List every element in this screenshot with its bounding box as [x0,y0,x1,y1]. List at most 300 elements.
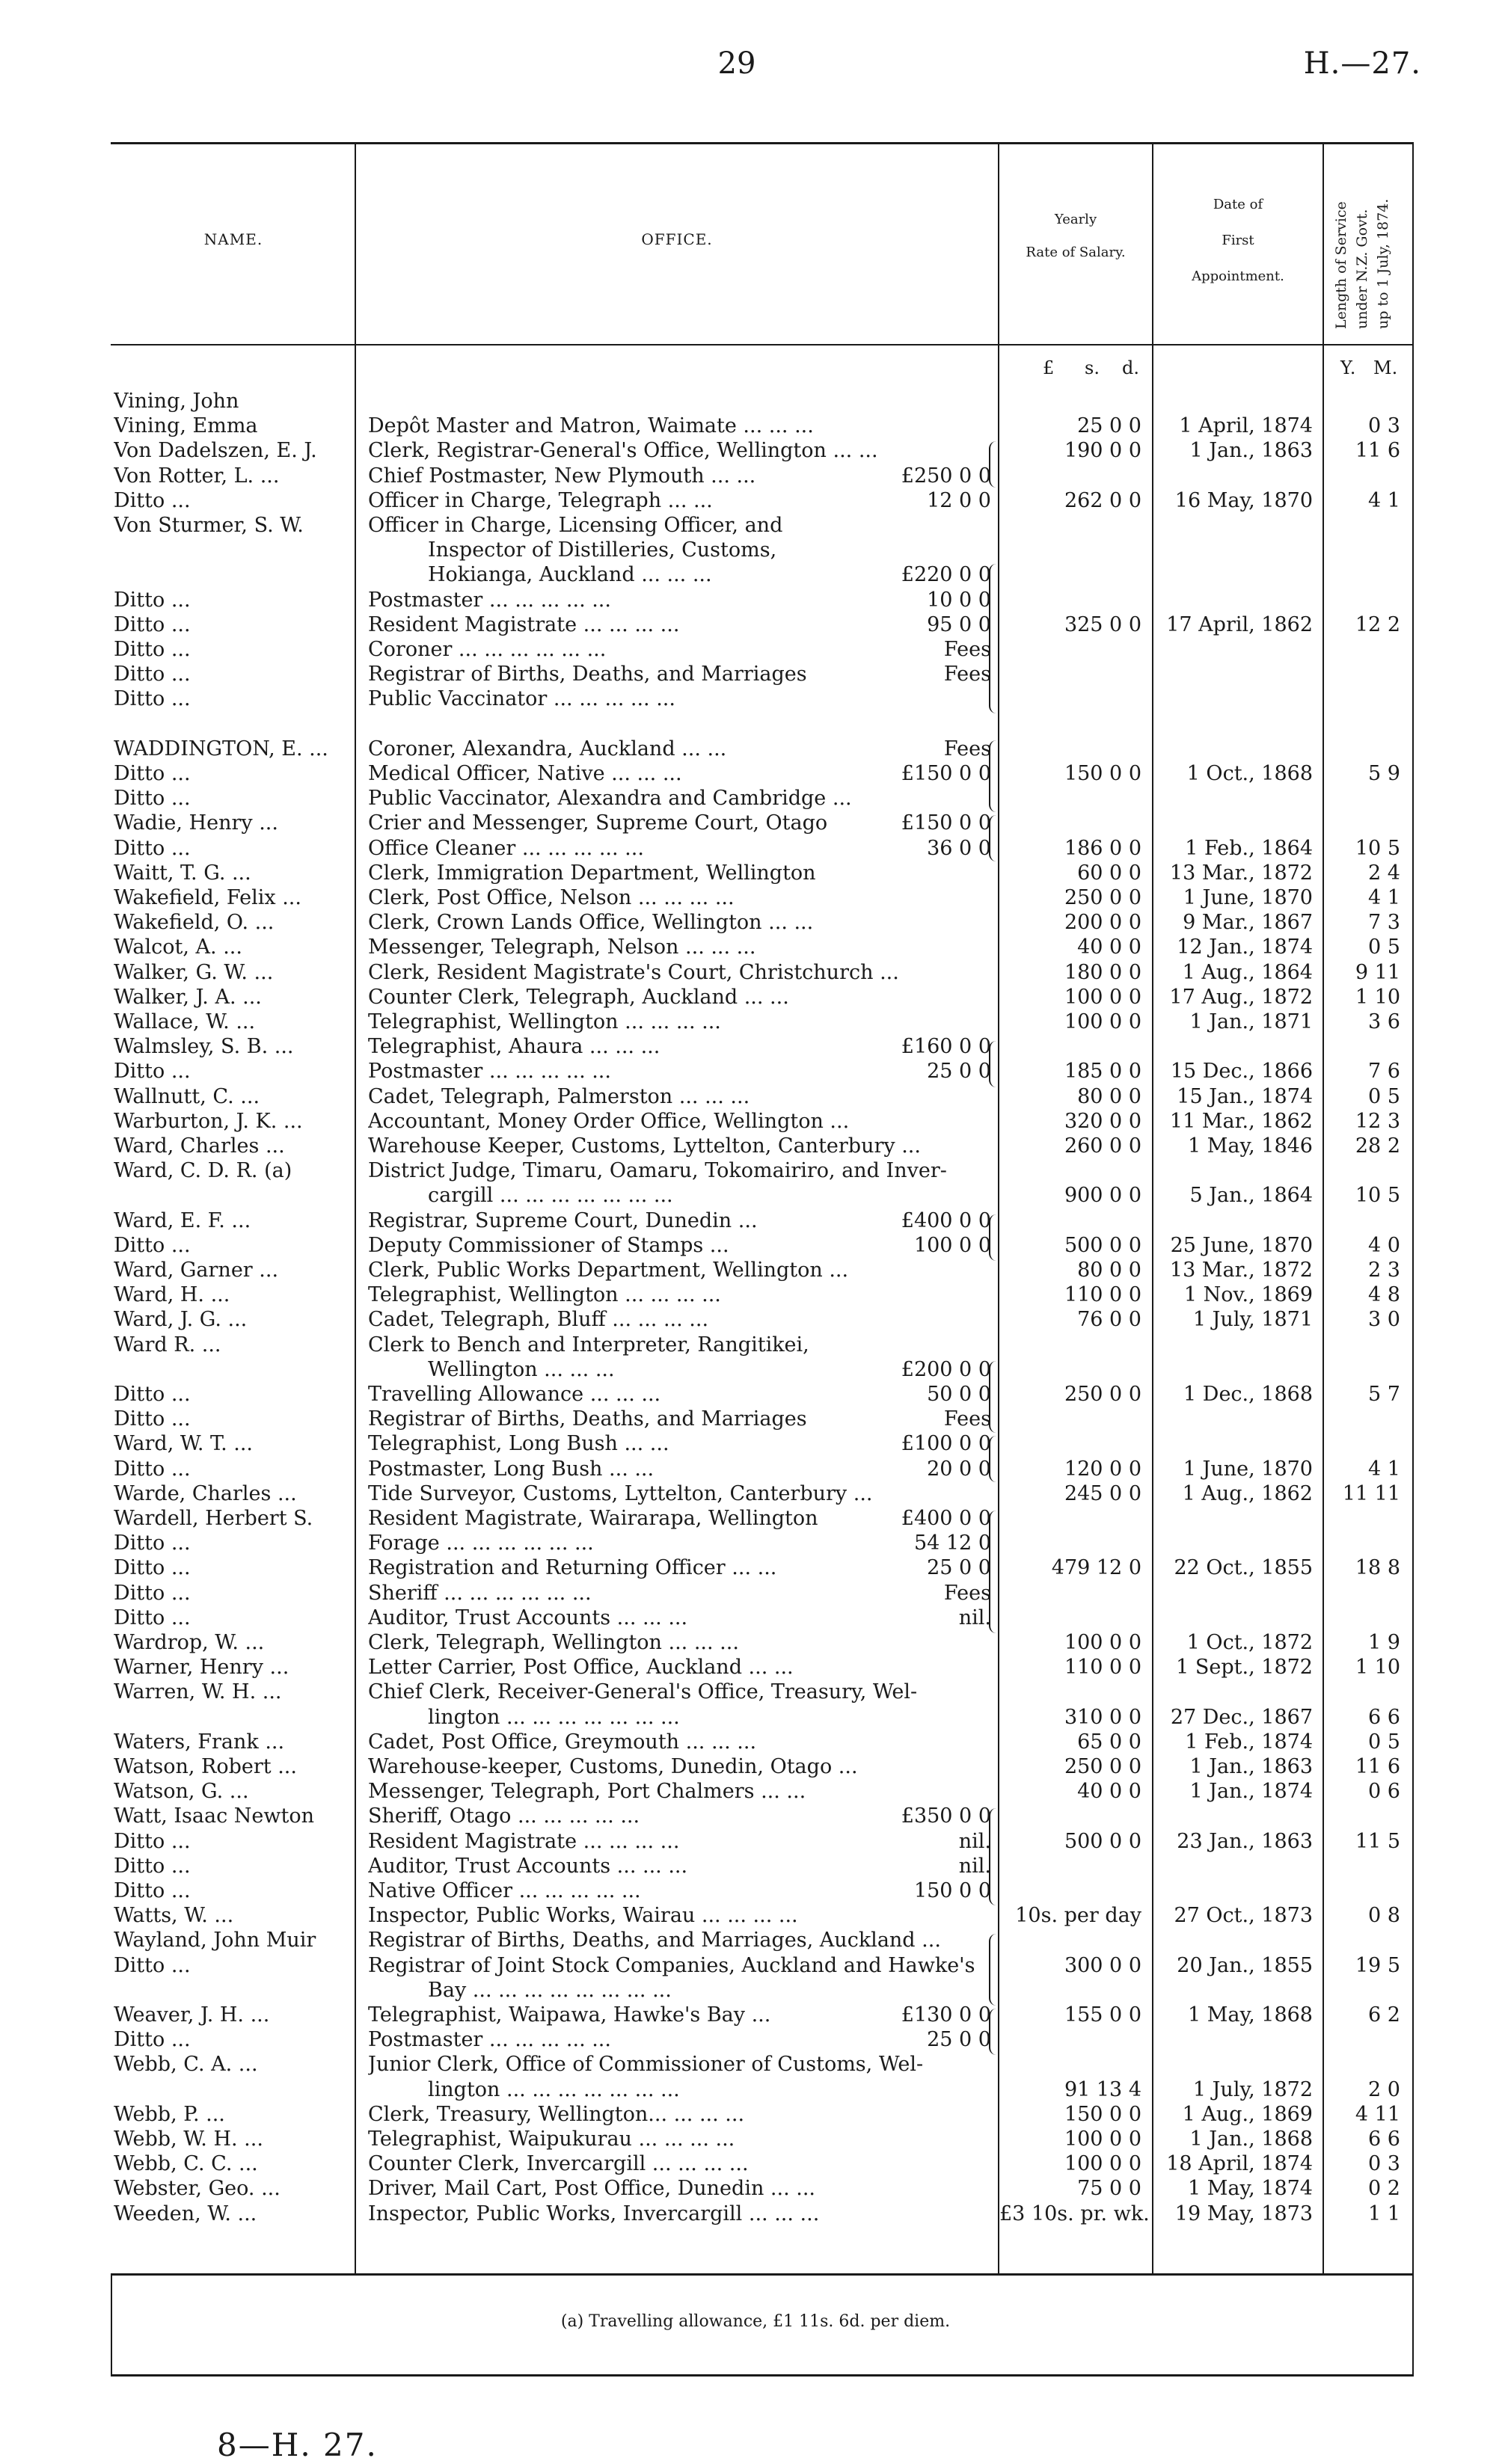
brace-group [989,1436,1001,1482]
salary-cell: 500 0 0 [1064,1830,1141,1853]
service-length-cell: 0 6 [1368,1780,1400,1803]
appointment-date-cell: 12 Jan., 1874 [1177,935,1313,959]
salary-cell: 500 0 0 [1064,1234,1141,1257]
component-amount-cell: £150 0 0 [901,811,991,835]
table-row [0,2052,1511,2077]
appointment-date-cell: 1 June, 1870 [1183,886,1313,909]
name-cell: Wardell, Herbert S. [114,1507,313,1530]
name-cell: Ditto ... [114,1407,191,1431]
name-cell: Wakefield, Felix ... [114,886,301,909]
table-row [0,686,1511,711]
appointment-date-cell: 5 Jan., 1864 [1189,1184,1313,1207]
service-length-cell: 4 1 [1368,489,1400,512]
name-cell: Ditto ... [114,1060,191,1083]
component-amount-cell: £160 0 0 [901,1035,991,1058]
table-row [0,1804,1511,1828]
office-cell: District Judge, Timaru, Oamaru, Tokomairiro, and Inver- [368,1159,947,1182]
salary-cell: 250 0 0 [1064,1383,1141,1406]
table-row [0,2027,1511,2052]
appointment-date-cell: 16 May, 1870 [1174,489,1313,512]
name-cell: Walcot, A. ... [114,935,242,959]
table-row [0,438,1511,463]
table-row [0,1431,1511,1456]
component-amount-cell: 25 0 0 [927,1060,991,1083]
name-cell: Ditto ... [114,1606,191,1629]
service-length-cell: 3 0 [1368,1308,1400,1331]
brace-group [989,441,1001,488]
office-cell: Tide Surveyor, Customs, Lyttelton, Canterbury ... [368,1482,873,1505]
salary-cell: 100 0 0 [1064,1631,1141,1654]
column-header-name: NAME. [203,230,263,248]
service-length-cell: 4 0 [1368,1234,1400,1257]
component-amount-cell: Fees [943,663,991,686]
service-length-cell: 0 5 [1368,1085,1400,1108]
office-cell: Clerk, Resident Magistrate's Court, Christchurch ... [368,961,899,984]
office-cell: Postmaster ... ... ... ... ... [368,589,611,612]
service-length-cell: 6 6 [1368,1706,1400,1729]
appointment-date-cell: 1 April, 1874 [1179,414,1313,437]
office-cell: Warehouse-keeper, Customs, Dunedin, Otago ... [368,1755,858,1778]
service-length-cell: 12 2 [1355,613,1400,636]
name-cell: WADDINGTON, E. ... [114,737,328,761]
table-row [0,985,1511,1010]
component-amount-cell: 20 0 0 [927,1457,991,1481]
service-length-cell: 10 5 [1355,837,1400,860]
table-row [0,1531,1511,1555]
office-cell: Crier and Messenger, Supreme Court, Otago [368,811,828,835]
component-amount-cell: nil. [958,1830,991,1853]
table-row [0,1779,1511,1804]
office-cell: Cadet, Telegraph, Bluff ... ... ... ... [368,1308,709,1331]
table-row [0,562,1511,587]
table-row [0,2151,1511,2176]
office-cell: Clerk, Treasury, Wellington... ... ... ... [368,2103,745,2126]
name-cell: Von Dadelszen, E. J. [114,439,317,462]
table-bottom-rule [111,2273,1414,2276]
name-cell: Watt, Isaac Newton [114,1804,314,1828]
salary-cell: 320 0 0 [1064,1110,1141,1133]
name-cell: Warner, Henry ... [114,1656,289,1679]
name-cell: Ditto ... [114,1383,191,1406]
salary-cell: 80 0 0 [1077,1259,1141,1282]
column-header-office: OFFICE. [641,230,713,248]
service-length-cell: 11 11 [1342,1482,1400,1505]
component-amount-cell: £350 0 0 [901,1804,991,1828]
table-row [0,1084,1511,1109]
salary-cell: 200 0 0 [1064,911,1141,934]
name-cell: Ditto ... [114,687,191,710]
name-cell: Ward, Charles ... [114,1134,285,1158]
salary-cell: 150 0 0 [1064,2103,1141,2126]
appointment-date-cell: 15 Jan., 1874 [1177,1085,1313,1108]
table-row [0,1581,1511,1606]
service-length-cell: 28 2 [1355,1134,1400,1158]
service-length-cell: 5 9 [1368,762,1400,785]
name-cell: Walker, J. A. ... [114,986,262,1009]
salary-cell: 25 0 0 [1077,414,1141,437]
service-length-cell: 1 1 [1368,2202,1400,2225]
table-row [0,538,1511,562]
salary-cell: 300 0 0 [1064,1954,1141,1977]
component-amount-cell: Fees [943,1582,991,1605]
appointment-date-cell: 17 Aug., 1872 [1169,986,1313,1009]
salary-cell: 40 0 0 [1077,1780,1141,1803]
office-cell: Messenger, Telegraph, Nelson ... ... ... [368,935,756,959]
name-cell: Wallace, W. ... [114,1010,256,1033]
name-cell: Waters, Frank ... [114,1730,285,1754]
name-cell: Ward, C. D. R. (a) [114,1159,292,1182]
name-cell: Webb, W. H. ... [114,2127,263,2151]
office-cell: Coroner ... ... ... ... ... ... [368,638,607,661]
service-length-cell: 0 5 [1368,1730,1400,1754]
salary-cell: 10s. per day [1015,1904,1141,1927]
component-amount-cell: 54 12 0 [913,1531,991,1555]
salary-cell: 190 0 0 [1064,439,1141,462]
table-row [0,2003,1511,2027]
salary-cell: 185 0 0 [1064,1060,1141,1083]
service-length-cell: 11 6 [1355,1755,1400,1778]
salary-cell: 80 0 0 [1077,1085,1141,1108]
table-row [0,836,1511,861]
component-amount-cell: 100 0 0 [913,1234,991,1257]
table-row [0,1506,1511,1531]
salary-cell: 186 0 0 [1064,837,1141,860]
office-cell: Telegraphist, Long Bush ... ... [368,1432,669,1455]
appointment-date-cell: 1 June, 1870 [1183,1457,1313,1481]
office-cell: Clerk, Immigration Department, Wellington [368,861,816,885]
name-cell: Watson, Robert ... [114,1755,297,1778]
salary-cell: 155 0 0 [1064,2003,1141,2027]
name-cell: Ditto ... [114,638,191,661]
office-cell: Telegraphist, Wellington ... ... ... ... [368,1283,721,1306]
table-row [0,389,1511,414]
brace-group [989,2009,1001,2055]
office-cell: lington ... ... ... ... ... ... ... [428,2078,680,2101]
salary-cell: 310 0 0 [1064,1706,1141,1729]
component-amount-cell: £130 0 0 [901,2003,991,2027]
page-bottom-rule [111,2374,1414,2377]
table-row [0,2102,1511,2127]
unit-years: Y. [1340,357,1356,378]
service-length-cell: 3 6 [1368,1010,1400,1033]
name-cell: Vining, Emma [114,414,258,437]
office-cell: Hokianga, Auckland ... ... ... [428,563,712,586]
office-cell: Counter Clerk, Invercargill ... ... ... ... [368,2152,749,2175]
appointment-date-cell: 13 Mar., 1872 [1169,1259,1313,1282]
service-length-cell: 6 2 [1368,2003,1400,2027]
office-cell: Wellington ... ... ... [428,1358,615,1381]
table-row [0,910,1511,935]
appointment-date-cell: 13 Mar., 1872 [1169,861,1313,885]
table-row [0,1010,1511,1034]
table-row [0,1730,1511,1754]
appointment-date-cell: 17 April, 1862 [1166,613,1313,636]
appointment-date-cell: 19 May, 1873 [1174,2202,1313,2225]
table-row [0,1754,1511,1779]
office-cell: Medical Officer, Native ... ... ... [368,762,682,785]
office-cell: Clerk to Bench and Interpreter, Rangitikei, [368,1333,809,1357]
table-row [0,1978,1511,2003]
table-row [0,1282,1511,1307]
table-row [0,1258,1511,1282]
table-row [0,1233,1511,1258]
salary-cell: 325 0 0 [1064,613,1141,636]
table-row [0,1407,1511,1431]
name-cell: Wadie, Henry ... [114,811,278,835]
name-cell: Ditto ... [114,1879,191,1902]
salary-cell: 250 0 0 [1064,1755,1141,1778]
appointment-date-cell: 15 Dec., 1866 [1170,1060,1313,1083]
unit-pounds: £ [1043,357,1055,378]
appointment-date-cell: 1 Sept., 1872 [1176,1656,1313,1679]
brace-group [989,1214,1001,1261]
appointment-date-cell: 1 Jan., 1874 [1189,1780,1313,1803]
component-amount-cell: £400 0 0 [901,1209,991,1232]
column-header-date-3: Appointment. [1192,268,1284,284]
name-cell: Ditto ... [114,589,191,612]
service-length-cell: 9 11 [1355,961,1400,984]
salary-cell: 110 0 0 [1064,1656,1141,1679]
office-cell: Auditor, Trust Accounts ... ... ... [368,1855,688,1878]
service-length-cell: 2 3 [1368,1259,1400,1282]
name-cell: Ditto ... [114,837,191,860]
service-length-cell: 4 11 [1355,2103,1400,2126]
brace-group [989,564,1001,713]
table-row [0,712,1511,737]
component-amount-cell: £220 0 0 [901,563,991,586]
service-length-cell: 0 5 [1368,935,1400,959]
component-amount-cell: 150 0 0 [913,1879,991,1902]
service-length-cell: 4 1 [1368,1457,1400,1481]
page-number: 29 [717,46,756,81]
name-cell: Von Sturmer, S. W. [114,514,304,537]
component-amount-cell: nil. [958,1606,991,1629]
appointment-date-cell: 11 Mar., 1862 [1169,1110,1313,1133]
office-cell: lington ... ... ... ... ... ... ... [428,1706,680,1729]
salary-cell: 262 0 0 [1064,489,1141,512]
service-length-cell: 7 6 [1368,1060,1400,1083]
table-row [0,960,1511,985]
office-cell: Registrar of Joint Stock Companies, Auckland and Hawke's [368,1954,975,1977]
salary-cell: £3 10s. pr. wk. [999,2202,1150,2225]
unit-shillings: s. [1085,357,1100,378]
office-cell: Clerk, Crown Lands Office, Wellington ... ... [368,911,814,934]
salary-cell: 900 0 0 [1064,1184,1141,1207]
table-row [0,885,1511,910]
service-length-cell: 19 5 [1355,1954,1400,1977]
office-cell: Postmaster ... ... ... ... ... [368,1060,611,1083]
name-cell: Ditto ... [114,489,191,512]
salary-cell: 260 0 0 [1064,1134,1141,1158]
appointment-date-cell: 9 Mar., 1867 [1183,911,1313,934]
component-amount-cell: Fees [943,737,991,761]
office-cell: Inspector, Public Works, Invercargill ... ... ... [368,2202,820,2225]
appointment-date-cell: 1 July, 1871 [1192,1308,1313,1331]
name-cell: Wayland, John Muir [114,1929,316,1952]
table-row [0,761,1511,786]
table-row [0,1357,1511,1382]
service-length-cell: 0 3 [1368,414,1400,437]
table-row [0,662,1511,686]
appointment-date-cell: 1 Aug., 1869 [1182,2103,1313,2126]
service-length-cell: 11 5 [1355,1830,1400,1853]
table-row [0,811,1511,835]
office-cell: Sheriff, Otago ... ... ... ... ... [368,1804,640,1828]
component-amount-cell: 12 0 0 [927,489,991,512]
service-length-cell: 1 10 [1355,986,1400,1009]
name-cell: Walmsley, S. B. ... [114,1035,294,1058]
office-cell: Cadet, Post Office, Greymouth ... ... ... [368,1730,757,1754]
office-cell: Chief Postmaster, New Plymouth ... ... [368,464,756,488]
table-row [0,1158,1511,1183]
table-row [0,1382,1511,1407]
table-row [0,2077,1511,2102]
table-row [0,513,1511,538]
salary-cell: 120 0 0 [1064,1457,1141,1481]
salary-cell: 65 0 0 [1077,1730,1141,1754]
name-cell: Walker, G. W. ... [114,961,274,984]
appointment-date-cell: 20 Jan., 1855 [1177,1954,1313,1977]
table-row [0,861,1511,885]
table-row [0,1208,1511,1233]
office-cell: Public Vaccinator, Alexandra and Cambridge ... [368,787,852,810]
office-cell: Inspector, Public Works, Wairau ... ... ... ... [368,1904,798,1927]
component-amount-cell: 36 0 0 [927,837,991,860]
office-cell: Officer in Charge, Telegraph ... ... [368,489,713,512]
name-cell: Ditto ... [114,787,191,810]
appointment-date-cell: 18 April, 1874 [1166,2152,1313,2175]
table-row [0,1307,1511,1332]
appointment-date-cell: 1 Jan., 1868 [1189,2127,1313,2151]
name-cell: Webb, C. C. ... [114,2152,258,2175]
salary-cell: 110 0 0 [1064,1283,1141,1306]
component-amount-cell: £150 0 0 [901,762,991,785]
service-length-cell: 10 5 [1355,1184,1400,1207]
office-cell: Public Vaccinator ... ... ... ... ... [368,687,675,710]
appointment-date-cell: 1 Aug., 1862 [1182,1482,1313,1505]
name-cell: Wardrop, W. ... [114,1631,265,1654]
office-cell: Inspector of Distilleries, Customs, [428,538,777,562]
name-cell: Ditto ... [114,1954,191,1977]
table-row [0,588,1511,612]
name-cell: Vining, John [114,390,239,413]
service-length-cell: 2 0 [1368,2078,1400,2101]
name-cell: Ditto ... [114,762,191,785]
column-header-date-1: Date of [1213,197,1263,212]
unit-pence: d. [1122,357,1139,378]
table-row [0,1481,1511,1506]
appointment-date-cell: 23 Jan., 1863 [1177,1830,1313,1853]
name-cell: Ditto ... [114,1855,191,1878]
name-cell: Webb, C. A. ... [114,2053,258,2076]
unit-months: M. [1373,357,1398,378]
service-length-cell: 0 8 [1368,1904,1400,1927]
table-row [0,786,1511,811]
column-header-salary-2: Rate of Salary. [1026,245,1126,260]
office-cell: Travelling Allowance ... ... ... [368,1383,661,1406]
appointment-date-cell: 1 Jan., 1871 [1189,1010,1313,1033]
office-cell: Cadet, Telegraph, Palmerston ... ... ... [368,1085,750,1108]
component-amount-cell: 50 0 0 [927,1383,991,1406]
table-row [0,1829,1511,1854]
salary-cell: 40 0 0 [1077,935,1141,959]
service-length-cell: 1 9 [1368,1631,1400,1654]
table-row [0,464,1511,488]
name-cell: Ditto ... [114,1556,191,1579]
table-row [0,1034,1511,1059]
salary-cell: 100 0 0 [1064,2127,1141,2151]
service-length-cell: 1 10 [1355,1656,1400,1679]
table-row [0,1134,1511,1158]
table-row [0,2176,1511,2201]
appointment-date-cell: 25 June, 1870 [1170,1234,1313,1257]
name-cell: Warren, W. H. ... [114,1680,282,1703]
component-amount-cell: £100 0 0 [901,1432,991,1455]
table-row [0,1457,1511,1481]
document-id: H.—27. [1303,46,1421,81]
appointment-date-cell: 1 May, 1846 [1187,1134,1313,1158]
service-length-cell: 4 1 [1368,886,1400,909]
office-cell: Postmaster ... ... ... ... ... [368,2028,611,2051]
service-length-cell: 0 2 [1368,2177,1400,2200]
table-row [0,1928,1511,1953]
table-row [0,1705,1511,1730]
name-cell: Ward, Garner ... [114,1259,279,1282]
name-cell: Ward R. ... [114,1333,221,1357]
appointment-date-cell: 1 Aug., 1864 [1182,961,1313,984]
brace-group [989,740,1001,812]
office-cell: Telegraphist, Waipawa, Hawke's Bay ... [368,2003,771,2027]
appointment-date-cell: 1 May, 1868 [1187,2003,1313,2027]
column-header-length-2: under N.Z. Govt. [1354,209,1370,329]
office-cell: Registrar of Births, Deaths, and Marriages [368,663,807,686]
name-cell: Webster, Geo. ... [114,2177,281,2200]
brace-group [989,1934,1001,2006]
office-cell: Resident Magistrate ... ... ... ... [368,613,680,636]
name-cell: Ditto ... [114,1234,191,1257]
table-row [0,637,1511,662]
table-row [0,1606,1511,1630]
service-length-cell: 7 3 [1368,911,1400,934]
appointment-date-cell: 1 May, 1874 [1187,2177,1313,2200]
salary-cell: 76 0 0 [1077,1308,1141,1331]
name-cell: Wakefield, O. ... [114,911,275,934]
office-cell: Messenger, Telegraph, Port Chalmers ... ... [368,1780,806,1803]
service-length-cell: 18 8 [1355,1556,1400,1579]
component-amount-cell: 25 0 0 [927,1556,991,1579]
office-cell: Telegraphist, Wellington ... ... ... ... [368,1010,721,1033]
table-row [0,1630,1511,1655]
office-cell: Sheriff ... ... ... ... ... ... [368,1582,592,1605]
name-cell: Ditto ... [114,2028,191,2051]
name-cell: Warde, Charles ... [114,1482,297,1505]
table-row [0,1878,1511,1903]
name-cell: Webb, P. ... [114,2103,225,2126]
office-cell: cargill ... ... ... ... ... ... ... [428,1184,673,1207]
name-cell: Ward, E. F. ... [114,1209,251,1232]
header-bottom-rule [111,344,1414,345]
name-cell: Ditto ... [114,1531,191,1555]
office-cell: Registrar of Births, Deaths, and Marriages, Auckland ... [368,1929,941,1952]
table-row [0,1333,1511,1357]
name-cell: Watts, W. ... [114,1904,234,1927]
brace-group [989,1361,1001,1433]
service-length-cell: 2 4 [1368,861,1400,885]
salary-cell: 245 0 0 [1064,1482,1141,1505]
table-row [0,1183,1511,1208]
table-top-rule [111,142,1414,144]
appointment-date-cell: 1 Feb., 1864 [1185,837,1313,860]
